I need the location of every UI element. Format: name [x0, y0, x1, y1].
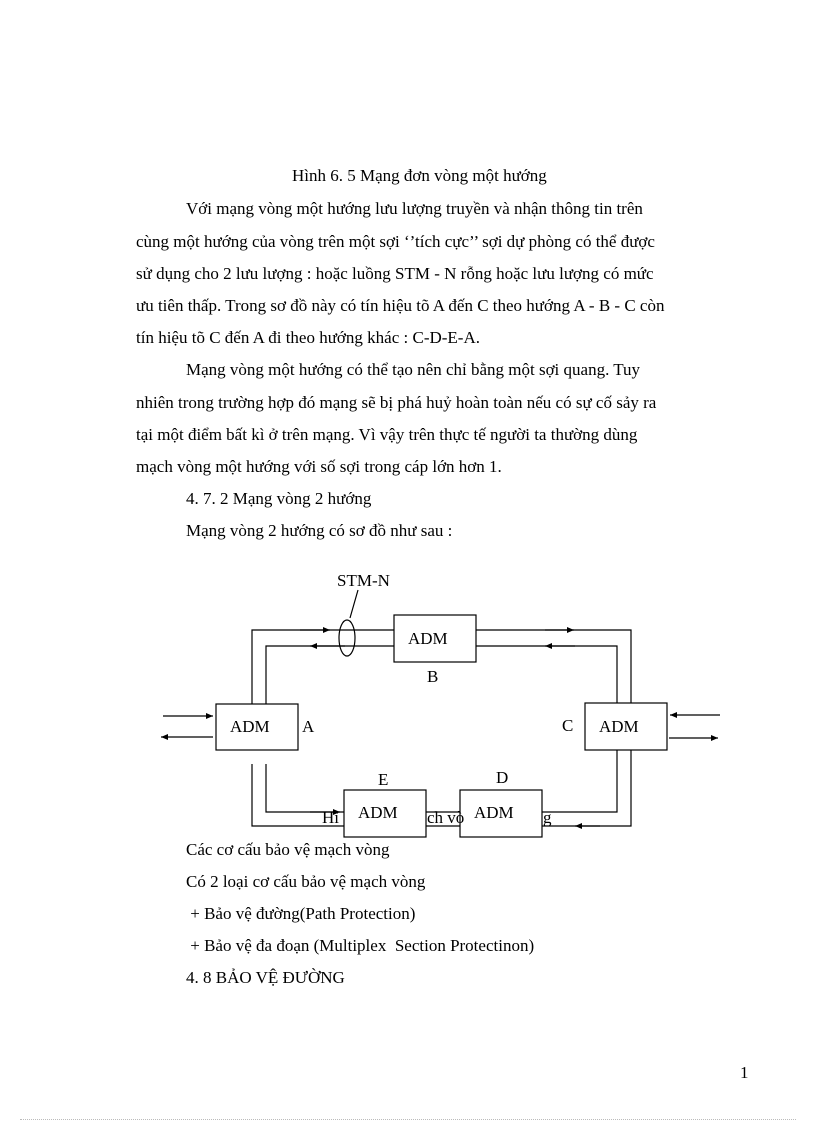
paragraph-line: Mạng vòng một hướng có thể tạo nên chỉ bằng một sợi quang. Tuy — [186, 360, 641, 379]
paragraph-line: Mạng vòng 2 hướng có sơ đồ như sau : — [186, 521, 453, 540]
figure-caption: Hình 6. 5 Mạng đơn vòng một hướng — [292, 166, 547, 185]
adm-node-label: ADM — [230, 717, 270, 736]
bullet-item: + Bảo vệ đa đoạn (Multiplex Section Protectinon) — [186, 936, 535, 955]
stm-n-bundle-ellipse — [339, 620, 355, 656]
paragraph-line: ưu tiên thấp. Trong sơ đồ này có tín hiệu tõ A đến C theo hướng A - B - C còn — [136, 296, 665, 315]
paragraph-line: Với mạng vòng một hướng lưu lượng truyền và nhận thông tin trên — [186, 199, 643, 218]
adm-node-label: ADM — [358, 803, 398, 822]
node-label-a: A — [302, 717, 315, 736]
adm-node-label: ADM — [408, 629, 448, 648]
hidden-caption-fragment: g — [543, 808, 552, 827]
paragraph-line: nhiên trong trường hợp đó mạng sẽ bị phá huỷ hoàn toàn nếu có sự cố sảy ra — [136, 393, 657, 412]
paragraph-line: Có 2 loại cơ cấu bảo vệ mạch vòng — [186, 872, 426, 891]
section-heading: 4. 8 BẢO VỆ ĐƯỜNG — [186, 968, 345, 987]
adm-node-label: ADM — [474, 803, 514, 822]
node-label-b: B — [427, 667, 439, 686]
paragraph-line: Các cơ cấu bảo vệ mạch vòng — [186, 840, 390, 859]
ring-network-diagram — [0, 560, 816, 840]
node-label-c: C — [562, 716, 574, 735]
page-bottom-border — [20, 1119, 796, 1120]
stm-n-pointer — [350, 590, 358, 618]
paragraph-line: cùng một hướng của vòng trên một sợi ‘’tích cực’’ sợi dự phòng có thể được — [136, 232, 655, 251]
node-label-d: D — [496, 768, 509, 787]
paragraph-line: tại một điểm bất kì ở trên mạng. Vì vậy trên thực tế người ta thường dùng — [136, 425, 638, 444]
hidden-caption-fragment: Hì — [322, 808, 339, 827]
section-heading: 4. 7. 2 Mạng vòng 2 hướng — [186, 489, 372, 508]
bullet-item: + Bảo vệ đường(Path Protection) — [186, 904, 416, 923]
page-number: 1 — [740, 1063, 749, 1082]
paragraph-line: sử dụng cho 2 lưu lượng : hoặc luồng STM - N rỗng hoặc lưu lượng có mức — [136, 264, 654, 283]
hidden-caption-fragment: ch vò — [427, 808, 465, 827]
node-label-e: E — [378, 770, 389, 789]
stm-n-label: STM-N — [337, 571, 390, 590]
paragraph-line: mạch vòng một hướng với số sợi trong cáp lớn hơn 1. — [136, 457, 502, 476]
adm-node-label: ADM — [599, 717, 639, 736]
paragraph-line: tín hiệu tõ C đến A đi theo hướng khác : C-D-E-A. — [136, 328, 480, 347]
